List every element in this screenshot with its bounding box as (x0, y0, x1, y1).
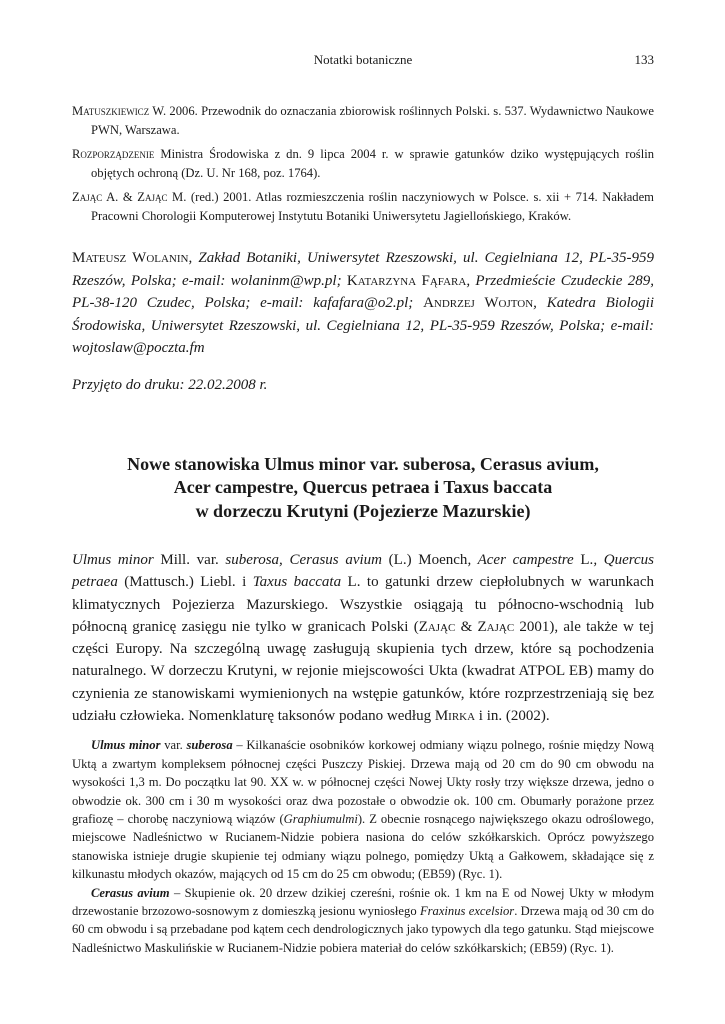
reference-item (72, 102, 654, 139)
taxon-name: Fraxinus excelsior (419, 904, 515, 919)
body-text: . Drzewa mają od 30 cm do 60 cm obwodu i są przebadane pod kątem cech dendrologicznych jako typowych dla tego gatunku. Stąd miejscowe Nadleśnictwo Maskulińskie w Rucianem-Nidzie pobiera materiał do celów szkółkarskich; (EB59) (Ryc. 1). (72, 904, 655, 955)
reference-item (72, 188, 654, 225)
intro-paragraph (72, 549, 654, 727)
reference-item (72, 145, 654, 182)
body-text: & (455, 618, 478, 635)
reference-text: W. 2006. Przewodnik do oznaczania zbiorowisk roślinnych Polski. s. 537. Wydawnictwo Naukowe PWN, Warszawa. (91, 104, 654, 137)
taxon-name: Ulmus minor (72, 552, 154, 568)
body-text: – Kilkanaście osobników korkowej odmiany wiązu polnego, rośnie między Nową Uktą a zwartym kompleksem północnej części Puszczy Piskiej. Drzewa mają od 20 cm do 90 cm obwodu na wysokości 1,3 m. Do początku lat 90. XX w. w północnej części Nowej Ukty rosły trzy większe drzewa, jedno o obwodzie ok. 300 cm i 30 m wysokości oraz dwa pozostałe o obwodzie ok. 100 cm. Obumarły porażone przez grafiozę – chorobę naczyniową wiązów ( (72, 738, 654, 826)
article-title-line: Nowe stanowiska Ulmus minor var. suberosa, Cerasus avium, (127, 453, 599, 474)
taxon-name: , Quercus petraea (72, 552, 655, 591)
author-affiliations (72, 247, 654, 360)
body-text: var. (160, 738, 187, 753)
article-title (72, 453, 654, 524)
species-name: Cerasus avium (91, 885, 170, 900)
body-text: (L.) Moench (382, 552, 468, 568)
species-paragraph (72, 884, 654, 958)
taxon-name: Graphiumulmi (283, 812, 358, 826)
cited-author: Zając (477, 618, 515, 635)
reference-author: Zając (137, 190, 168, 204)
body-text: Mill. var. (153, 552, 226, 568)
reference-text: Ministra Środowiska z dn. 9 lipca 2004 r. w sprawie gatunków dziko występujących roślin objętych ochroną (Dz. U. Nr 168, poz. 1764). (91, 147, 654, 180)
running-title: Notatki botaniczne (313, 52, 413, 67)
body-text: i in. (2002). (475, 708, 550, 725)
author-name: Katarzyna Fąfara (346, 272, 467, 289)
reference-text: A. & (102, 190, 138, 204)
taxon-name: suberosa, Cerasus avium (225, 552, 382, 568)
cited-author: Zając (418, 618, 456, 635)
article-title-line: w dorzeczu Krutyni (Pojezierze Mazurskie) (195, 500, 531, 521)
received-date: Przyjęto do druku: 22.02.2008 r. (72, 376, 268, 393)
author-affiliation: , Katedra Biologii Środowiska, Uniwersytet Rzeszowski, ul. Cegielniana 12, PL-35-959 Rzeszów, Polska; e-mail: wojtoslaw@poczta.fm (72, 295, 654, 356)
reference-text: M. (red.) 2001. Atlas rozmieszczenia roślin naczyniowych w Polsce. s. xii + 714. Nakładem Pracowni Chorologii Komputerowej Instytutu Botaniki Uniwersytetu Jagiellońskiego, Kraków. (91, 190, 654, 223)
reference-author: Rozporządzenie (72, 147, 155, 161)
species-name: Ulmus minor (91, 738, 161, 753)
reference-list (72, 102, 654, 225)
taxon-name: Taxus baccata (252, 574, 342, 591)
reference-author: Zając (72, 190, 103, 204)
body-text: L. to gatunki drzew ciepłolubnych w warunkach klimatycznych Pojezierza Mazurskiego. Wszystkie osiągają tu północno-wschodnią lub północną granicę zasięgu nie tylko w granicach Polski ( (72, 574, 654, 635)
species-name: suberosa (186, 738, 233, 753)
cited-author: Mirka (434, 708, 476, 725)
reference-author: Matuszkiewicz (72, 104, 150, 118)
page-number: 133 (634, 52, 654, 67)
author-affiliation: , Zakład Botaniki, Uniwersytet Rzeszowski, ul. Cegielniana 12, PL-35-959 Rzeszów, Polska; e-mail: wolaninm@wp.pl; (72, 250, 655, 289)
running-header (72, 52, 654, 72)
body-text: 2001), ale także w tej części Europy. Na szczególną uwagę zasługują skupienia tych drzew, które są pochodzenia naturalnego. W dorzeczu Krutyni, w rejonie miejscowości Ukta (kwadrat ATPOL EB) mamy do czynienia ze stanowiskami wymienionych na wstępie gatunków, które rozprzestrzeniają się bez udziału człowieka. Nomenklaturę taksonów podano według (72, 618, 654, 725)
body-text: ). Z obecnie rosnącego największego okazu odroślowego, miejscowe Nadleśnictwo w Rucianem-Nidzie pobiera nasiona do celów szkółkarskich. Oprócz powyższego stanowiska istnieje drugie skupienie tej odmiany wiązu polnego, pomiędzy Uktą a Gałkowem, składające się z kilkunastu młodych okazów, mających od 15 cm do 25 cm obwodu; (EB59) (Ryc. 1). (72, 812, 654, 882)
body-text: (Mattusch.) Liebl. i (117, 574, 253, 591)
taxon-name: , Acer campestre (467, 552, 574, 568)
body-text: – Skupienie ok. 20 drzew dzikiej czereśni, rośnie ok. 1 km na E od Nowej Ukty w młodym drzewostanie brzozowo-sosnowym z domieszką jesionu wyniosłego (72, 885, 655, 919)
journal-page (72, 52, 654, 970)
species-paragraph (72, 736, 654, 883)
article-title-line: Acer campestre, Quercus petraea i Taxus baccata (173, 477, 553, 497)
body-text: L. (573, 552, 594, 568)
author-name: Andrzej Wojton (423, 295, 534, 311)
author-affiliation: , Przedmieście Czudeckie 289, PL-38-120 Czudec, Polska; e-mail: kafafara@o2.pl; (72, 272, 655, 311)
author-name: Mateusz Wolanin (72, 250, 189, 266)
